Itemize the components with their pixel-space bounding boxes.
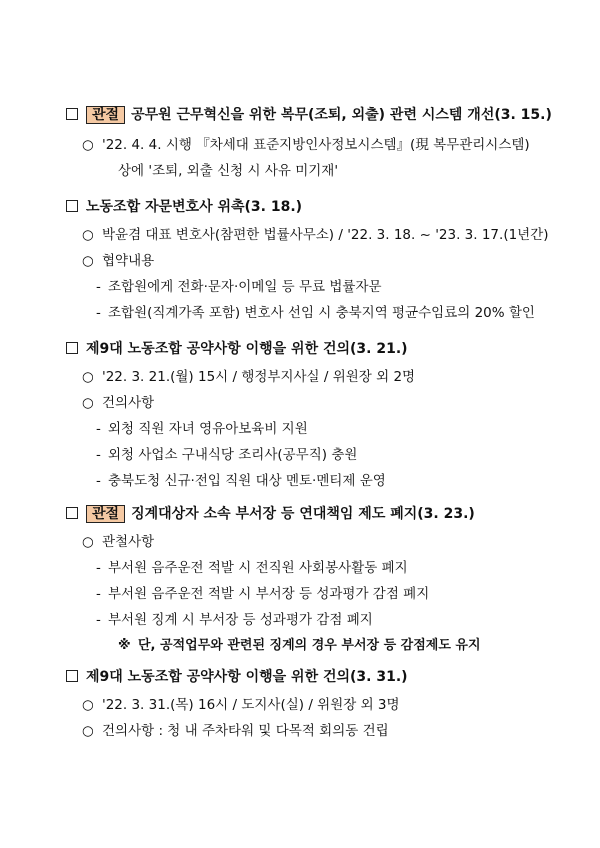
dash-bullet-icon: - <box>96 447 101 463</box>
list-item: ○ 건의사항 <box>82 395 155 411</box>
list-item: ○ '22. 3. 31.(목) 16시 / 도지사(실) / 위원장 외 3명 <box>82 697 400 713</box>
section-heading <box>66 106 552 124</box>
checkbox-square-icon <box>66 670 78 682</box>
sub-item: - 외청 직원 자녀 영유아보육비 지원 <box>96 421 308 437</box>
list-item: ○ '22. 3. 21.(월) 15시 / 행정부지사실 / 위원장 외 2명 <box>82 369 416 385</box>
list-item: ○ '22. 4. 4. 시행 『차세대 표준지방인사정보시스템』(現 복무관리시스템) <box>82 137 530 153</box>
circle-bullet-icon: ○ <box>82 137 94 153</box>
section-title: 제9대 노동조합 공약사항 이행을 위한 건의(3. 21.) <box>86 341 408 357</box>
section-title: 제9대 노동조합 공약사항 이행을 위한 건의(3. 31.) <box>86 669 408 685</box>
checkbox-square-icon <box>66 342 78 354</box>
sub-item: - 외청 사업소 구내식당 조리사(공무직) 충원 <box>96 447 358 463</box>
section-heading <box>66 340 408 358</box>
section-title: 공무원 근무혁신을 위한 복무(조퇴, 외출) 관련 시스템 개선(3. 15.) <box>131 107 552 123</box>
reference-mark-icon: ※ <box>118 638 131 653</box>
dash-bullet-icon: - <box>96 560 101 576</box>
sub-item: - 부서원 음주운전 적발 시 부서장 등 성과평가 감점 폐지 <box>96 586 430 602</box>
checkbox-square-icon <box>66 200 78 212</box>
list-item-continuation: 상에 '조퇴, 외출 신청 시 사유 미기재' <box>118 163 339 179</box>
dash-bullet-icon: - <box>96 586 101 602</box>
sub-item: - 부서원 음주운전 적발 시 전직원 사회봉사활동 폐지 <box>96 560 408 576</box>
section-heading <box>66 505 475 523</box>
achievement-badge: 관절 <box>86 505 125 523</box>
circle-bullet-icon: ○ <box>82 697 94 713</box>
section-heading <box>66 668 408 686</box>
note: ※ 단, 공적업무와 관련된 징계의 경우 부서장 등 감점제도 유지 <box>118 638 481 653</box>
section-title: 징계대상자 소속 부서장 등 연대책임 제도 폐지(3. 23.) <box>131 506 475 522</box>
list-item: ○ 건의사항 : 청 내 주차타워 및 다목적 회의동 건립 <box>82 723 389 739</box>
achievement-badge: 관절 <box>86 106 125 124</box>
sub-item: - 조합원에게 전화·문자·이메일 등 무료 법률자문 <box>96 279 382 295</box>
sub-item: - 부서원 징계 시 부서장 등 성과평가 감점 폐지 <box>96 612 373 628</box>
checkbox-square-icon <box>66 108 78 120</box>
dash-bullet-icon: - <box>96 279 101 295</box>
list-item: ○ 박윤겸 대표 변호사(참편한 법률사무소) / '22. 3. 18. ~ '23. 3. 17.(1년간) <box>82 227 549 243</box>
circle-bullet-icon: ○ <box>82 227 94 243</box>
list-item: ○ 협약내용 <box>82 253 155 269</box>
dash-bullet-icon: - <box>96 473 101 489</box>
circle-bullet-icon: ○ <box>82 723 94 739</box>
sub-item: - 충북도청 신규·전입 직원 대상 멘토·멘티제 운영 <box>96 473 386 489</box>
section-heading <box>66 198 302 216</box>
dash-bullet-icon: - <box>96 612 101 628</box>
circle-bullet-icon: ○ <box>82 369 94 385</box>
sub-item: - 조합원(직계가족 포함) 변호사 선임 시 충북지역 평균수임료의 20% 할인 <box>96 305 535 321</box>
dash-bullet-icon: - <box>96 305 101 321</box>
checkbox-square-icon <box>66 507 78 519</box>
circle-bullet-icon: ○ <box>82 253 94 269</box>
list-item: ○ 관철사항 <box>82 534 155 550</box>
dash-bullet-icon: - <box>96 421 101 437</box>
circle-bullet-icon: ○ <box>82 534 94 550</box>
section-title: 노동조합 자문변호사 위촉(3. 18.) <box>86 199 303 215</box>
circle-bullet-icon: ○ <box>82 395 94 411</box>
